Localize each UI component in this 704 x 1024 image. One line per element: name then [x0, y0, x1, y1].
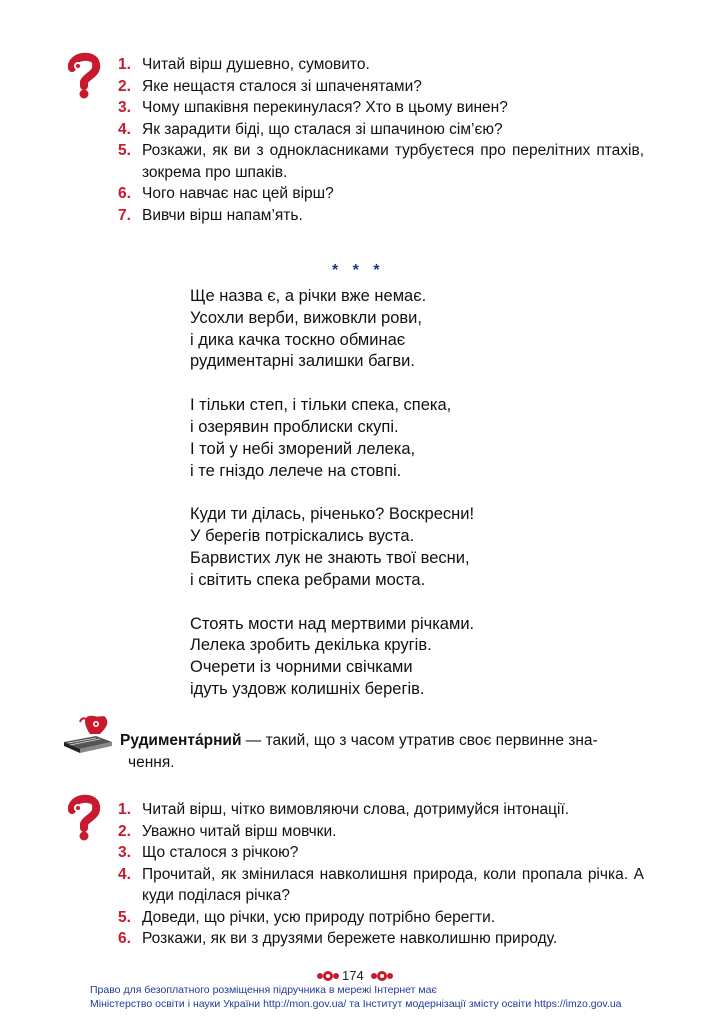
page-number-text: 174 — [342, 968, 364, 983]
glossary-term: Рудимента́рний — [120, 732, 242, 749]
poem-line: І той у небі зморений лелека, — [190, 439, 416, 458]
glossary-definition: — такий, що з часом утратив своє первинне зна- — [241, 732, 598, 749]
list-item: 2. Уважно читай вірш мовчки. — [118, 822, 337, 840]
poem-stanza — [190, 504, 474, 591]
list-item: 1. Читай вірш душевно, сумовито. — [118, 56, 370, 73]
poem-line: У берегів потріскались вуста. — [190, 527, 415, 546]
page-number — [310, 966, 400, 986]
questions-top-list — [118, 54, 644, 226]
list-item: 4. Як зарадити біді, що сталася зі шпачиною сім’єю? — [118, 120, 503, 138]
poem-line: і світить спека ребрами моста. — [190, 570, 426, 589]
book-ornament-icon — [60, 712, 116, 756]
poem-stanza — [190, 395, 474, 482]
list-item: 3. Що сталося з річкою? — [118, 844, 299, 861]
glossary-entry — [120, 730, 644, 773]
list-item: 4. Прочитай, як змінилася навколишня природа, коли пропала річка. А куди поділася річка? — [118, 865, 644, 904]
poem-line: Куди ти ділась, річенько? Воскресни! — [190, 505, 475, 524]
list-item: 5. Доведи, що річки, усю природу потрібно берегти. — [118, 908, 496, 926]
poem-line: Стоять мости над мертвими річками. — [190, 614, 475, 633]
poem-title: * * * — [332, 262, 385, 279]
poem-line: І тільки степ, і тільки спека, спека, — [190, 396, 452, 415]
list-item: 1. Читай вірш, чітко вимовляючи слова, дотримуйся інтонації. — [118, 801, 570, 818]
poem-line: і дика качка тоскно обминає — [190, 330, 406, 349]
poem-line: Усохли верби, вижовкли рови, — [190, 308, 422, 327]
poem-line: Очерети із чорними свічками — [190, 658, 413, 677]
list-item: 3. Чому шпаківня перекинулася? Хто в цьому винен? — [118, 99, 508, 116]
poem-line: рудиментарні залишки багви. — [190, 352, 415, 371]
poem-line: Ще назва є, а річки вже немає. — [190, 287, 427, 305]
list-item: 6. Чого навчає нас цей вірш? — [118, 185, 334, 202]
questions-bottom-list — [118, 799, 644, 950]
list-item: 7. Вивчи вірш напам’ять. — [118, 206, 303, 224]
poem-line: ідуть уздовж колишніх берегів. — [190, 679, 425, 698]
poem-line: і те гніздо лелече на стовпі. — [190, 461, 402, 480]
poem-line: і озерявин проблиски скупі. — [190, 417, 399, 436]
glossary-definition-cont: чення. — [128, 753, 175, 771]
poem-line: Лелека зробить декілька кругів. — [190, 636, 432, 655]
footer-line: Міністерство освіти і науки України http://mon.gov.ua/ та Інститут модернізації змісту освіти https://imzo.gov.ua — [90, 997, 622, 1010]
poem — [190, 286, 474, 723]
flower-ornament-icon — [370, 968, 394, 984]
poem-line: Барвистих лук не знають твої весни, — [190, 548, 470, 567]
question-ornament-icon — [64, 794, 102, 842]
list-item: 6. Розкажи, як ви з друзями бережете навколишню природу. — [118, 930, 558, 947]
poem-stanza — [190, 614, 474, 701]
footer — [90, 984, 650, 1011]
flower-ornament-icon — [316, 968, 340, 984]
list-item: 5. Розкажи, як ви з однокласниками турбуєтеся про перелітних птахів, зокрема про шпаків. — [118, 142, 644, 181]
list-item: 2. Яке нещастя сталося зі шпаченятами? — [118, 77, 422, 95]
question-ornament-icon — [64, 52, 102, 100]
footer-line: Право для безоплатного розміщення підручника в мережі Інтернет має — [90, 984, 437, 996]
poem-stanza — [190, 286, 474, 373]
